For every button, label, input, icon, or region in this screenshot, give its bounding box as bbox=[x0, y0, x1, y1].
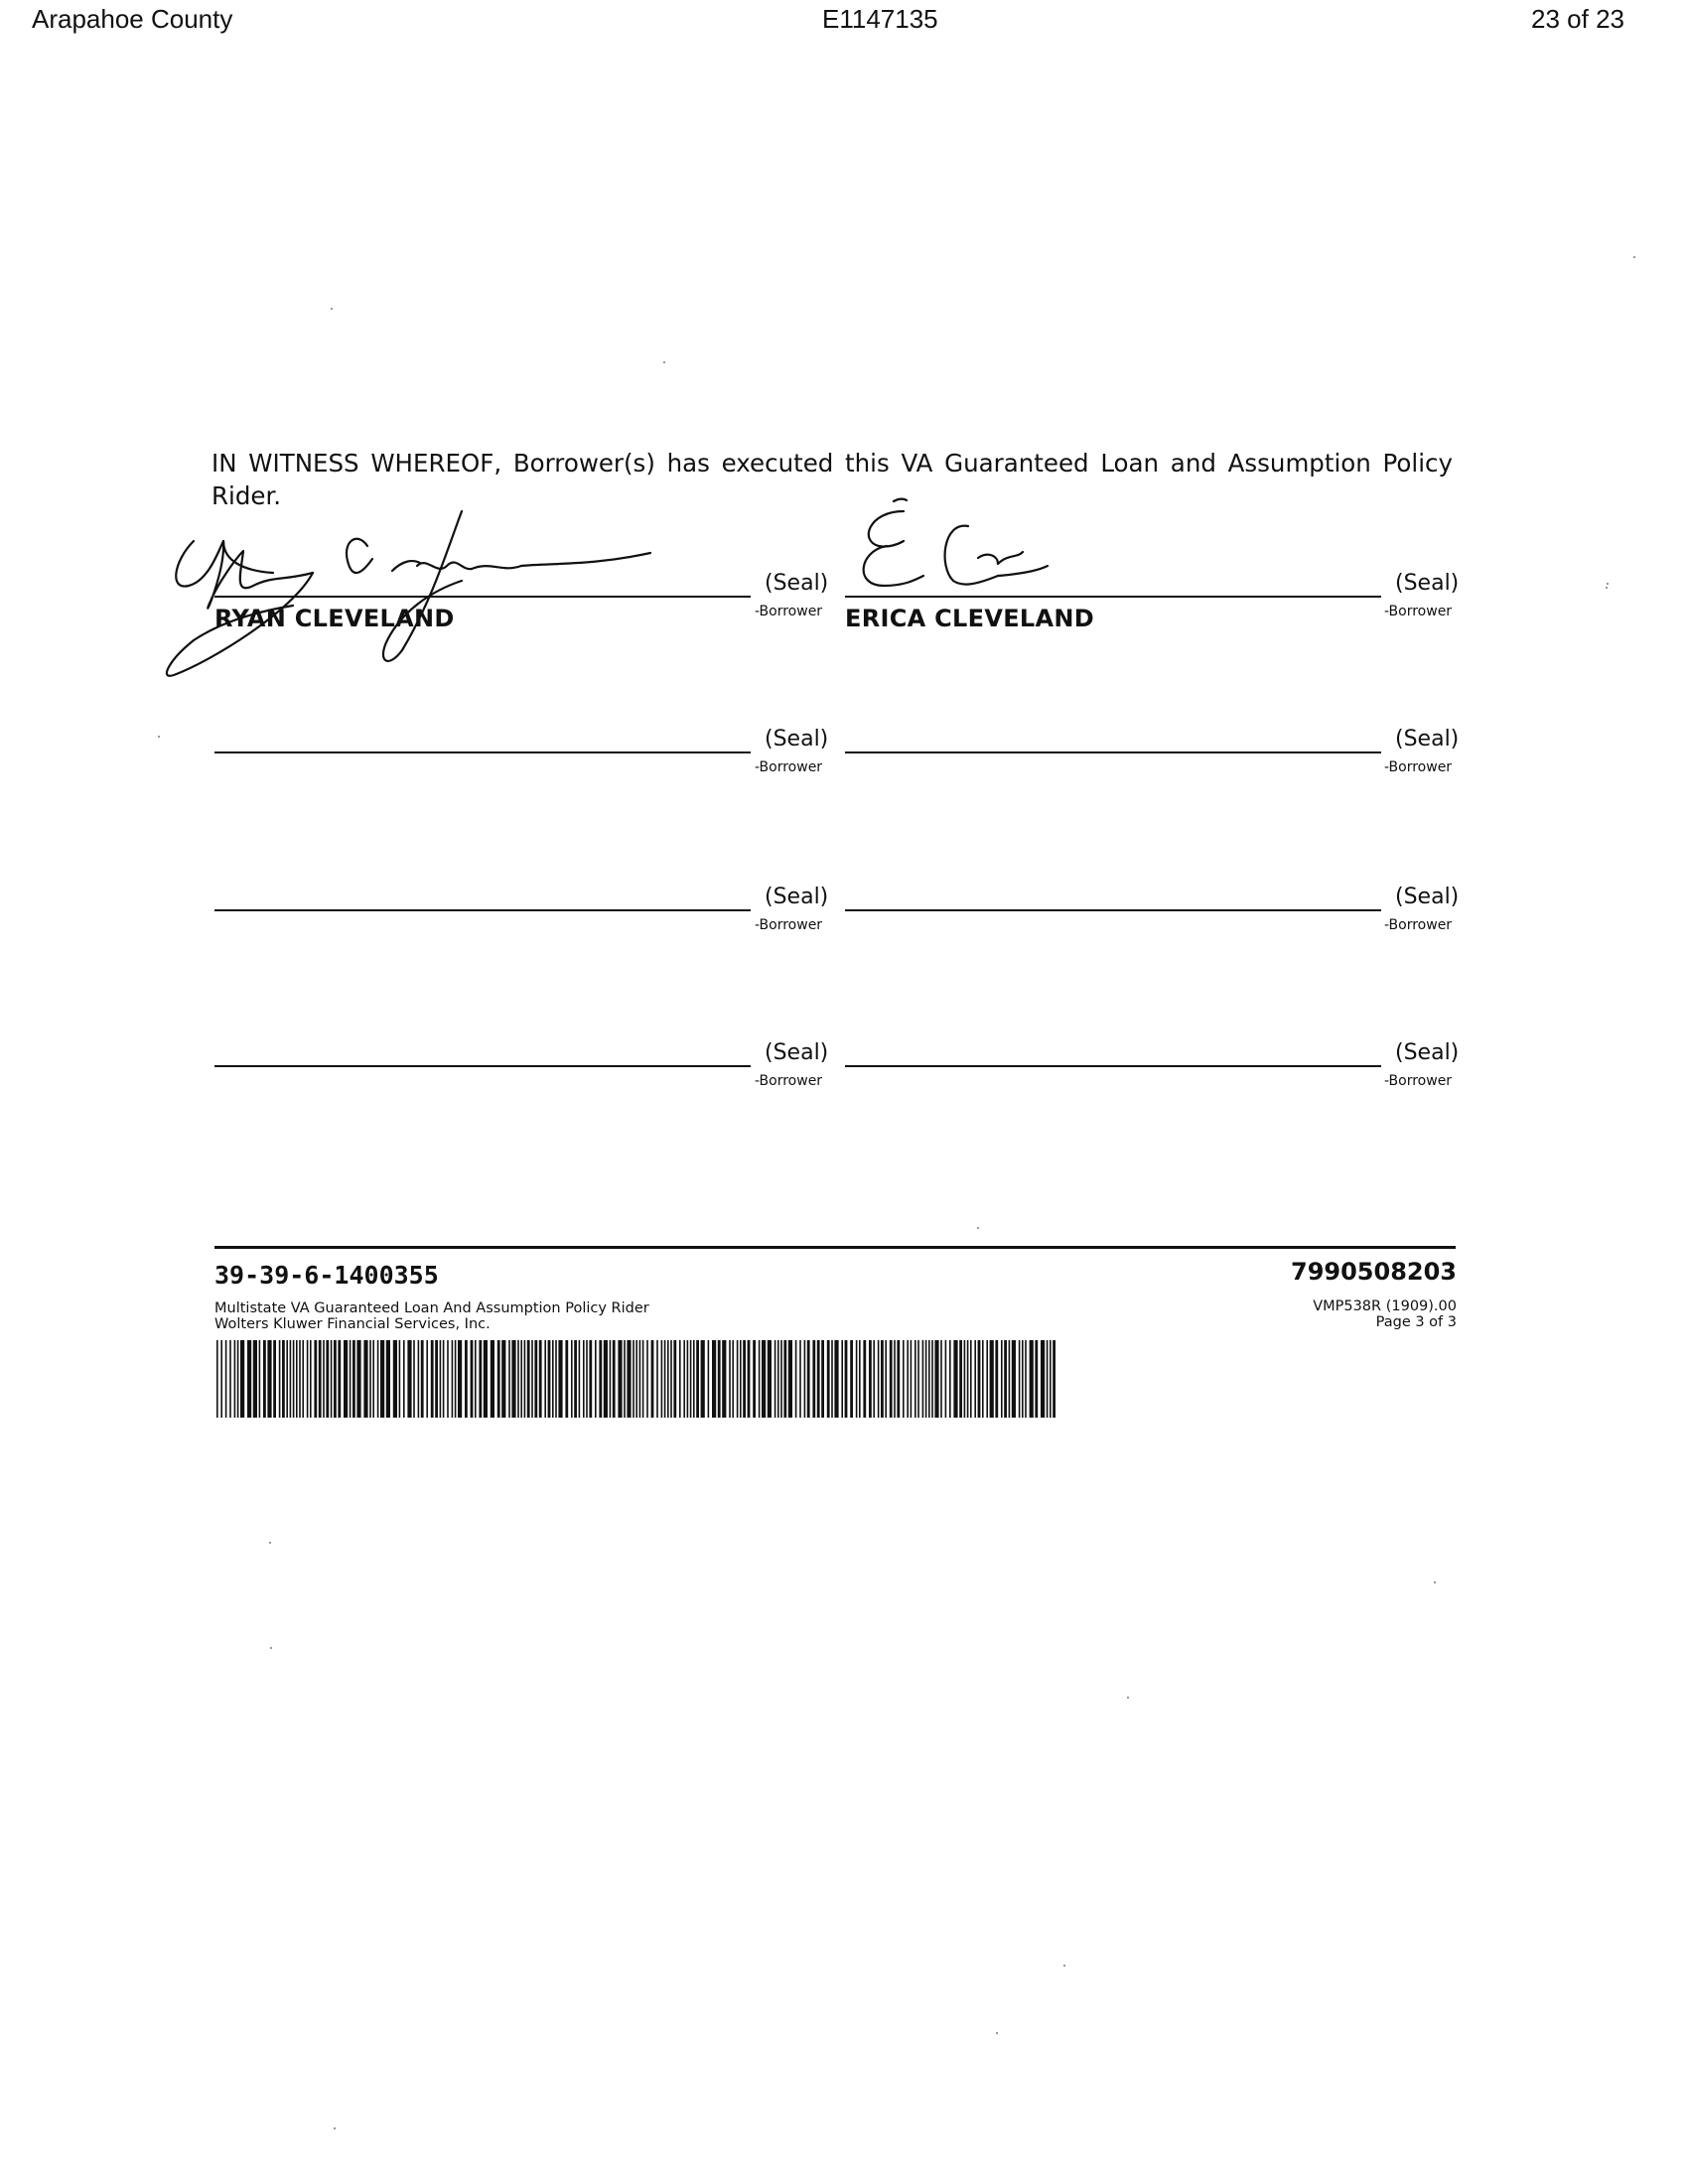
barcode-bar bbox=[1035, 1340, 1038, 1418]
barcode-bar bbox=[520, 1340, 522, 1418]
barcode-bar bbox=[574, 1340, 577, 1418]
witness-statement: IN WITNESS WHEREOF, Borrower(s) has executed this VA Guaranteed Loan and Assumption Policy Rider. bbox=[211, 449, 1453, 510]
barcode-bar bbox=[534, 1340, 537, 1418]
barcode-bar bbox=[253, 1340, 257, 1418]
barcode-bar bbox=[881, 1340, 884, 1418]
barcode-bar bbox=[817, 1340, 820, 1418]
barcode-bar bbox=[869, 1340, 872, 1418]
borrower-role-label: -Borrower bbox=[1384, 917, 1453, 933]
barcode-bar bbox=[539, 1340, 542, 1418]
barcode-bar bbox=[356, 1340, 360, 1418]
barcode-bar bbox=[783, 1340, 786, 1418]
barcode-bar bbox=[431, 1340, 434, 1418]
barcode-bar bbox=[1050, 1340, 1052, 1418]
barcode-bar bbox=[267, 1340, 271, 1418]
scan-speck bbox=[270, 1647, 272, 1649]
signer-name: RYAN CLEVELAND bbox=[214, 605, 455, 632]
seal-label: (Seal) bbox=[765, 571, 829, 596]
barcode-bar bbox=[310, 1340, 312, 1418]
barcode-bar bbox=[1053, 1340, 1055, 1418]
barcode-bar bbox=[925, 1340, 927, 1418]
page-of: Page 3 of 3 bbox=[1375, 1314, 1457, 1330]
form-title bbox=[214, 1300, 649, 1332]
scan-speck bbox=[1606, 587, 1608, 589]
barcode-bar bbox=[696, 1340, 699, 1418]
borrower-role-label: -Borrower bbox=[755, 1073, 823, 1089]
barcode-bar bbox=[458, 1340, 462, 1418]
barcode-bar bbox=[690, 1340, 692, 1418]
scan-speck bbox=[996, 2032, 998, 2034]
barcode-bar bbox=[455, 1340, 457, 1418]
barcode-bar bbox=[712, 1340, 716, 1418]
seal-label: (Seal) bbox=[765, 1040, 829, 1065]
form-code-block bbox=[1313, 1298, 1457, 1330]
barcode-bar bbox=[718, 1340, 721, 1418]
barcode-bar bbox=[795, 1340, 797, 1418]
barcode-bar bbox=[479, 1340, 482, 1418]
barcode-bar bbox=[259, 1340, 261, 1418]
barcode-bar bbox=[452, 1340, 454, 1418]
barcode-bar bbox=[293, 1340, 295, 1418]
barcode-bar bbox=[897, 1340, 900, 1418]
barcode-bar bbox=[708, 1340, 710, 1418]
barcode-bar bbox=[931, 1340, 933, 1418]
barcode-bar bbox=[863, 1340, 866, 1418]
barcode-bar bbox=[903, 1340, 905, 1418]
seal-label: (Seal) bbox=[1395, 727, 1460, 751]
borrower-role-label: -Borrower bbox=[755, 604, 823, 619]
barcode-bar bbox=[524, 1340, 526, 1418]
signature-line bbox=[214, 909, 751, 911]
barcode-bar bbox=[413, 1340, 415, 1418]
barcode-bar bbox=[1041, 1340, 1045, 1418]
borrower-role-label: -Borrower bbox=[1384, 604, 1453, 619]
barcode-bar bbox=[497, 1340, 500, 1418]
barcode-bar bbox=[807, 1340, 810, 1418]
seal-label: (Seal) bbox=[1395, 1040, 1460, 1065]
barcode-bar bbox=[610, 1340, 612, 1418]
barcode-bar bbox=[565, 1340, 568, 1418]
barcode-bar bbox=[995, 1340, 998, 1418]
borrower-role-label: -Borrower bbox=[755, 759, 823, 775]
barcode-bar bbox=[613, 1340, 616, 1418]
ryan-cleveland-signature bbox=[164, 511, 680, 690]
barcode-bar bbox=[627, 1340, 631, 1418]
barcode-bar bbox=[618, 1340, 622, 1418]
barcode-bar bbox=[850, 1340, 853, 1418]
barcode-bar bbox=[762, 1340, 766, 1418]
barcode-bar bbox=[326, 1340, 329, 1418]
barcode-bar bbox=[352, 1340, 355, 1418]
barcode-bar bbox=[799, 1340, 801, 1418]
barcode-bar bbox=[511, 1340, 515, 1418]
barcode-bar bbox=[475, 1340, 477, 1418]
barcode-bar bbox=[350, 1340, 352, 1418]
barcode-bar bbox=[552, 1340, 554, 1418]
seal-label: (Seal) bbox=[1395, 885, 1460, 909]
barcode-bar bbox=[426, 1340, 428, 1418]
seal-label: (Seal) bbox=[765, 727, 829, 751]
barcode-bar bbox=[1004, 1340, 1007, 1418]
barcode-bar bbox=[263, 1340, 266, 1418]
barcode-bar bbox=[934, 1340, 938, 1418]
barcode-bar bbox=[501, 1340, 505, 1418]
scan-speck bbox=[158, 736, 160, 738]
barcode-bar bbox=[237, 1340, 239, 1418]
barcode-bar bbox=[319, 1340, 322, 1418]
loan-number-left: 39-39-6-1400355 bbox=[214, 1261, 439, 1290]
barcode-bar bbox=[831, 1340, 833, 1418]
barcode-bar bbox=[558, 1340, 562, 1418]
barcode-bar bbox=[687, 1340, 689, 1418]
barcode-bar bbox=[571, 1340, 573, 1418]
barcode-bar bbox=[945, 1340, 947, 1418]
barcode-bar bbox=[748, 1340, 751, 1418]
barcode-bar bbox=[679, 1340, 681, 1418]
form-title-line1: Multistate VA Guaranteed Loan And Assumption Policy Rider bbox=[214, 1300, 649, 1316]
barcode-bar bbox=[331, 1340, 333, 1418]
scan-speck bbox=[1607, 583, 1609, 585]
barcode-bar bbox=[240, 1340, 244, 1418]
barcode-bar bbox=[1019, 1340, 1021, 1418]
barcode-bar bbox=[885, 1340, 887, 1418]
barcode-bar bbox=[856, 1340, 858, 1418]
barcode-bar bbox=[273, 1340, 276, 1418]
barcode-bar bbox=[633, 1340, 634, 1418]
barcode-bar bbox=[732, 1340, 734, 1418]
barcode-bar bbox=[1025, 1340, 1027, 1418]
barcode-bar bbox=[827, 1340, 830, 1418]
barcode-bar bbox=[334, 1340, 337, 1418]
barcode-bar bbox=[247, 1340, 251, 1418]
barcode-bar bbox=[595, 1340, 597, 1418]
form-code: VMP538R (1909).00 bbox=[1313, 1298, 1457, 1314]
signature-line bbox=[845, 909, 1381, 911]
barcode-bar bbox=[990, 1340, 994, 1418]
barcode-bar bbox=[579, 1340, 581, 1418]
barcode-bar bbox=[780, 1340, 782, 1418]
barcode-bar bbox=[967, 1340, 969, 1418]
barcode-bar bbox=[296, 1340, 298, 1418]
barcode-bar bbox=[216, 1340, 218, 1418]
barcode-bar bbox=[646, 1340, 648, 1418]
barcode-bar bbox=[586, 1340, 588, 1418]
barcode-bar bbox=[651, 1340, 654, 1418]
barcode-bar bbox=[986, 1340, 988, 1418]
scan-speck bbox=[663, 361, 665, 363]
barcode-bar bbox=[959, 1340, 962, 1418]
barcode-bar bbox=[1001, 1340, 1003, 1418]
barcode-bar bbox=[447, 1340, 449, 1418]
barcode-bar bbox=[873, 1340, 875, 1418]
barcode-bar bbox=[393, 1340, 397, 1418]
barcode-bar bbox=[555, 1340, 557, 1418]
scan-speck bbox=[1633, 256, 1635, 258]
barcode-bar bbox=[737, 1340, 739, 1418]
barcode-bar bbox=[1012, 1340, 1016, 1418]
scan-speck bbox=[269, 1542, 271, 1544]
document-number: E1147135 bbox=[822, 4, 938, 34]
barcode-bar bbox=[624, 1340, 626, 1418]
signer-name: ERICA CLEVELAND bbox=[845, 605, 1094, 632]
barcode-bar bbox=[701, 1340, 705, 1418]
scan-speck bbox=[334, 2127, 336, 2129]
barcode-bar bbox=[777, 1340, 779, 1418]
barcode-bar bbox=[418, 1340, 420, 1418]
barcode-bar bbox=[890, 1340, 893, 1418]
barcode-bar bbox=[344, 1340, 348, 1418]
barcode-bar bbox=[286, 1340, 288, 1418]
barcode-bar bbox=[661, 1340, 663, 1418]
barcode-bar bbox=[917, 1340, 919, 1418]
barcode-bar bbox=[583, 1340, 585, 1418]
barcode-bar bbox=[1022, 1340, 1024, 1418]
barcode-bar bbox=[964, 1340, 966, 1418]
barcode-bar bbox=[974, 1340, 976, 1418]
scan-speck bbox=[1063, 1965, 1065, 1967]
barcode-bar bbox=[314, 1340, 317, 1418]
barcode-bar bbox=[544, 1340, 546, 1418]
barcode-bar bbox=[841, 1340, 843, 1418]
barcode-bar bbox=[372, 1340, 374, 1418]
barcode-bar bbox=[821, 1340, 824, 1418]
barcode-bar bbox=[670, 1340, 672, 1418]
barcode-bar bbox=[363, 1340, 367, 1418]
barcode-bar bbox=[978, 1340, 981, 1418]
borrower-role-label: -Borrower bbox=[755, 917, 823, 933]
barcode-bar bbox=[403, 1340, 405, 1418]
barcode-bar bbox=[859, 1340, 861, 1418]
barcode-bar bbox=[465, 1340, 468, 1418]
barcode-bar bbox=[656, 1340, 658, 1418]
barcode-bar bbox=[940, 1340, 942, 1418]
barcode-bar bbox=[386, 1340, 390, 1418]
barcode-bar bbox=[759, 1340, 761, 1418]
barcode-bar bbox=[302, 1340, 304, 1418]
barcode-bar bbox=[407, 1340, 411, 1418]
barcode-bar bbox=[812, 1340, 815, 1418]
barcode-bar bbox=[323, 1340, 325, 1418]
page-indicator: 23 of 23 bbox=[1531, 4, 1624, 34]
loan-number-right: 7990508203 bbox=[1291, 1258, 1457, 1286]
barcode-bar bbox=[282, 1340, 285, 1418]
barcode-bar bbox=[774, 1340, 776, 1418]
barcode-bar bbox=[788, 1340, 792, 1418]
barcode-bar bbox=[440, 1340, 442, 1418]
scan-speck bbox=[977, 1227, 979, 1229]
barcode-bar bbox=[484, 1340, 488, 1418]
seal-label: (Seal) bbox=[1395, 571, 1460, 596]
barcode-bar bbox=[683, 1340, 685, 1418]
barcode-bar bbox=[914, 1340, 916, 1418]
barcode-bar bbox=[953, 1340, 957, 1418]
barcode-bar bbox=[907, 1340, 909, 1418]
barcode-bar bbox=[527, 1340, 530, 1418]
barcode-bar bbox=[548, 1340, 551, 1418]
barcode-bar bbox=[693, 1340, 695, 1418]
barcode-bar bbox=[589, 1340, 592, 1418]
barcode-bar bbox=[768, 1340, 772, 1418]
barcode-bar bbox=[982, 1340, 984, 1418]
scan-speck bbox=[1127, 1697, 1129, 1699]
barcode-bar bbox=[380, 1340, 384, 1418]
barcode-bar bbox=[1030, 1340, 1034, 1418]
barcode-bar bbox=[729, 1340, 731, 1418]
barcode-bar bbox=[894, 1340, 896, 1418]
signature-line bbox=[845, 1065, 1381, 1067]
barcode-bar bbox=[338, 1340, 341, 1418]
barcode-bar bbox=[377, 1340, 379, 1418]
barcode-bar bbox=[443, 1340, 445, 1418]
barcode bbox=[214, 1340, 1058, 1420]
signature-line bbox=[214, 1065, 751, 1067]
barcode-bar bbox=[234, 1340, 236, 1418]
barcode-bar bbox=[517, 1340, 519, 1418]
scan-speck bbox=[331, 308, 333, 310]
barcode-bar bbox=[949, 1340, 951, 1418]
barcode-bar bbox=[635, 1340, 637, 1418]
barcode-bar bbox=[471, 1340, 474, 1418]
barcode-bar bbox=[225, 1340, 227, 1418]
erica-cleveland-signature bbox=[849, 496, 1077, 606]
barcode-bar bbox=[599, 1340, 602, 1418]
barcode-bar bbox=[673, 1340, 676, 1418]
borrower-role-label: -Borrower bbox=[1384, 1073, 1453, 1089]
barcode-bar bbox=[279, 1340, 281, 1418]
form-title-line2: Wolters Kluwer Financial Services, Inc. bbox=[214, 1316, 491, 1332]
barcode-bar bbox=[229, 1340, 231, 1418]
barcode-bar bbox=[722, 1340, 726, 1418]
signature-line bbox=[214, 751, 751, 753]
barcode-bar bbox=[421, 1340, 424, 1418]
barcode-bar bbox=[604, 1340, 608, 1418]
barcode-bar bbox=[307, 1340, 309, 1418]
barcode-bar bbox=[369, 1340, 371, 1418]
barcode-bar bbox=[753, 1340, 756, 1418]
barcode-bar bbox=[642, 1340, 644, 1418]
barcode-bar bbox=[911, 1340, 913, 1418]
barcode-bar bbox=[299, 1340, 301, 1418]
barcode-bar bbox=[399, 1340, 401, 1418]
barcode-bar bbox=[878, 1340, 880, 1418]
borrower-role-label: -Borrower bbox=[1384, 759, 1453, 775]
barcode-bar bbox=[220, 1340, 222, 1418]
footer-rule bbox=[214, 1246, 1456, 1249]
barcode-bar bbox=[1047, 1340, 1049, 1418]
signature-line bbox=[845, 751, 1381, 753]
barcode-bar bbox=[664, 1340, 666, 1418]
barcode-bar bbox=[922, 1340, 924, 1418]
barcode-bar bbox=[928, 1340, 930, 1418]
barcode-bar bbox=[743, 1340, 746, 1418]
barcode-bar bbox=[1009, 1340, 1011, 1418]
barcode-bar bbox=[508, 1340, 510, 1418]
barcode-bar bbox=[667, 1340, 669, 1418]
scan-speck bbox=[1434, 1581, 1436, 1583]
county-header: Arapahoe County bbox=[32, 4, 233, 34]
barcode-bar bbox=[834, 1340, 838, 1418]
barcode-bar bbox=[531, 1340, 533, 1418]
seal-label: (Seal) bbox=[765, 885, 829, 909]
barcode-bar bbox=[970, 1340, 972, 1418]
barcode-bar bbox=[740, 1340, 742, 1418]
barcode-bar bbox=[435, 1340, 438, 1418]
barcode-bar bbox=[639, 1340, 641, 1418]
barcode-bar bbox=[491, 1340, 494, 1418]
barcode-bar bbox=[845, 1340, 848, 1418]
barcode-bar bbox=[804, 1340, 806, 1418]
barcode-bar bbox=[290, 1340, 292, 1418]
